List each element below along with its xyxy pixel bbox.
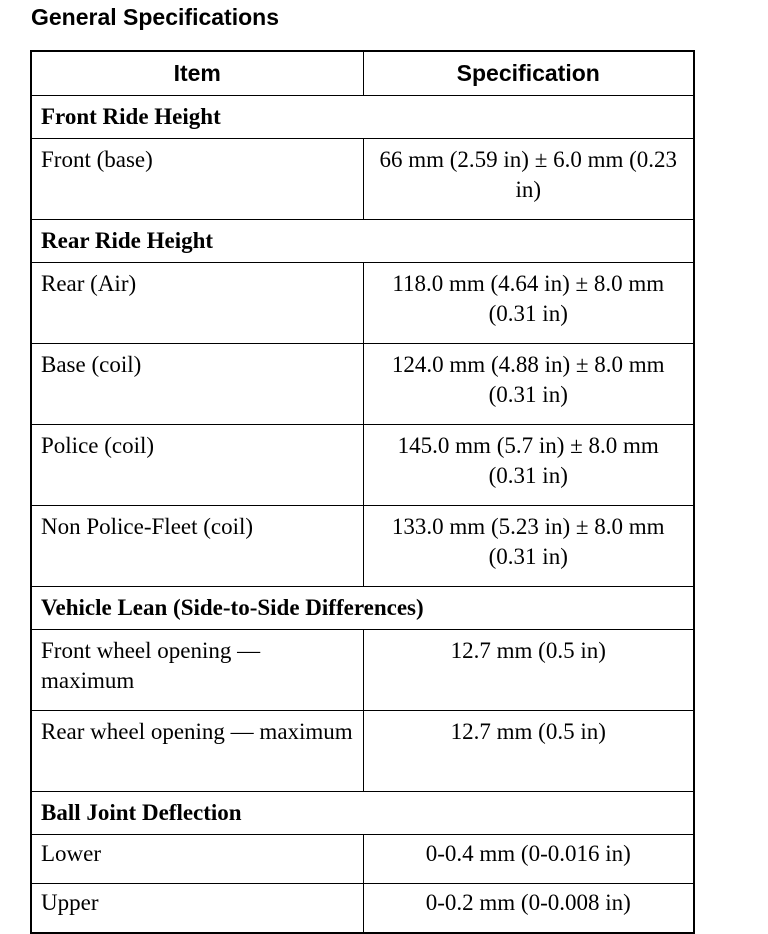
table-row bbox=[31, 344, 694, 425]
section-heading-row bbox=[31, 792, 694, 835]
item-cell: Non Police-Fleet (coil) bbox=[31, 506, 363, 587]
section-heading: Rear Ride Height bbox=[31, 220, 694, 263]
item-cell: Rear (Air) bbox=[31, 263, 363, 344]
item-cell: Lower bbox=[31, 835, 363, 884]
page-title: General Specifications bbox=[31, 4, 279, 30]
section-heading-row bbox=[31, 96, 694, 139]
table-row bbox=[31, 263, 694, 344]
column-header-item: Item bbox=[31, 51, 363, 96]
column-header-specification: Specification bbox=[363, 51, 694, 96]
spec-cell: 118.0 mm (4.64 in) ± 8.0 mm (0.31 in) bbox=[363, 263, 694, 344]
section-heading: Vehicle Lean (Side-to-Side Differences) bbox=[31, 587, 694, 630]
table-row bbox=[31, 884, 694, 934]
item-cell: Front (base) bbox=[31, 139, 363, 220]
spec-cell: 133.0 mm (5.23 in) ± 8.0 mm (0.31 in) bbox=[363, 506, 694, 587]
item-cell: Rear wheel opening — maximum bbox=[31, 711, 363, 792]
spec-cell: 0-0.4 mm (0-0.016 in) bbox=[363, 835, 694, 884]
spec-cell: 124.0 mm (4.88 in) ± 8.0 mm (0.31 in) bbox=[363, 344, 694, 425]
spec-cell: 0-0.2 mm (0-0.008 in) bbox=[363, 884, 694, 934]
section-heading: Front Ride Height bbox=[31, 96, 694, 139]
section-heading-row bbox=[31, 220, 694, 263]
spec-cell: 66 mm (2.59 in) ± 6.0 mm (0.23 in) bbox=[363, 139, 694, 220]
spec-cell: 12.7 mm (0.5 in) bbox=[363, 630, 694, 711]
item-cell: Upper bbox=[31, 884, 363, 934]
table-row bbox=[31, 425, 694, 506]
spec-cell: 12.7 mm (0.5 in) bbox=[363, 711, 694, 792]
item-cell: Front wheel opening — maximum bbox=[31, 630, 363, 711]
table-header-row bbox=[31, 51, 694, 96]
table-row bbox=[31, 506, 694, 587]
table-row bbox=[31, 711, 694, 792]
item-cell: Police (coil) bbox=[31, 425, 363, 506]
section-heading-row bbox=[31, 587, 694, 630]
specifications-table bbox=[30, 50, 695, 934]
section-heading: Ball Joint Deflection bbox=[31, 792, 694, 835]
table-row bbox=[31, 835, 694, 884]
table-row bbox=[31, 139, 694, 220]
spec-cell: 145.0 mm (5.7 in) ± 8.0 mm (0.31 in) bbox=[363, 425, 694, 506]
table-row bbox=[31, 630, 694, 711]
item-cell: Base (coil) bbox=[31, 344, 363, 425]
